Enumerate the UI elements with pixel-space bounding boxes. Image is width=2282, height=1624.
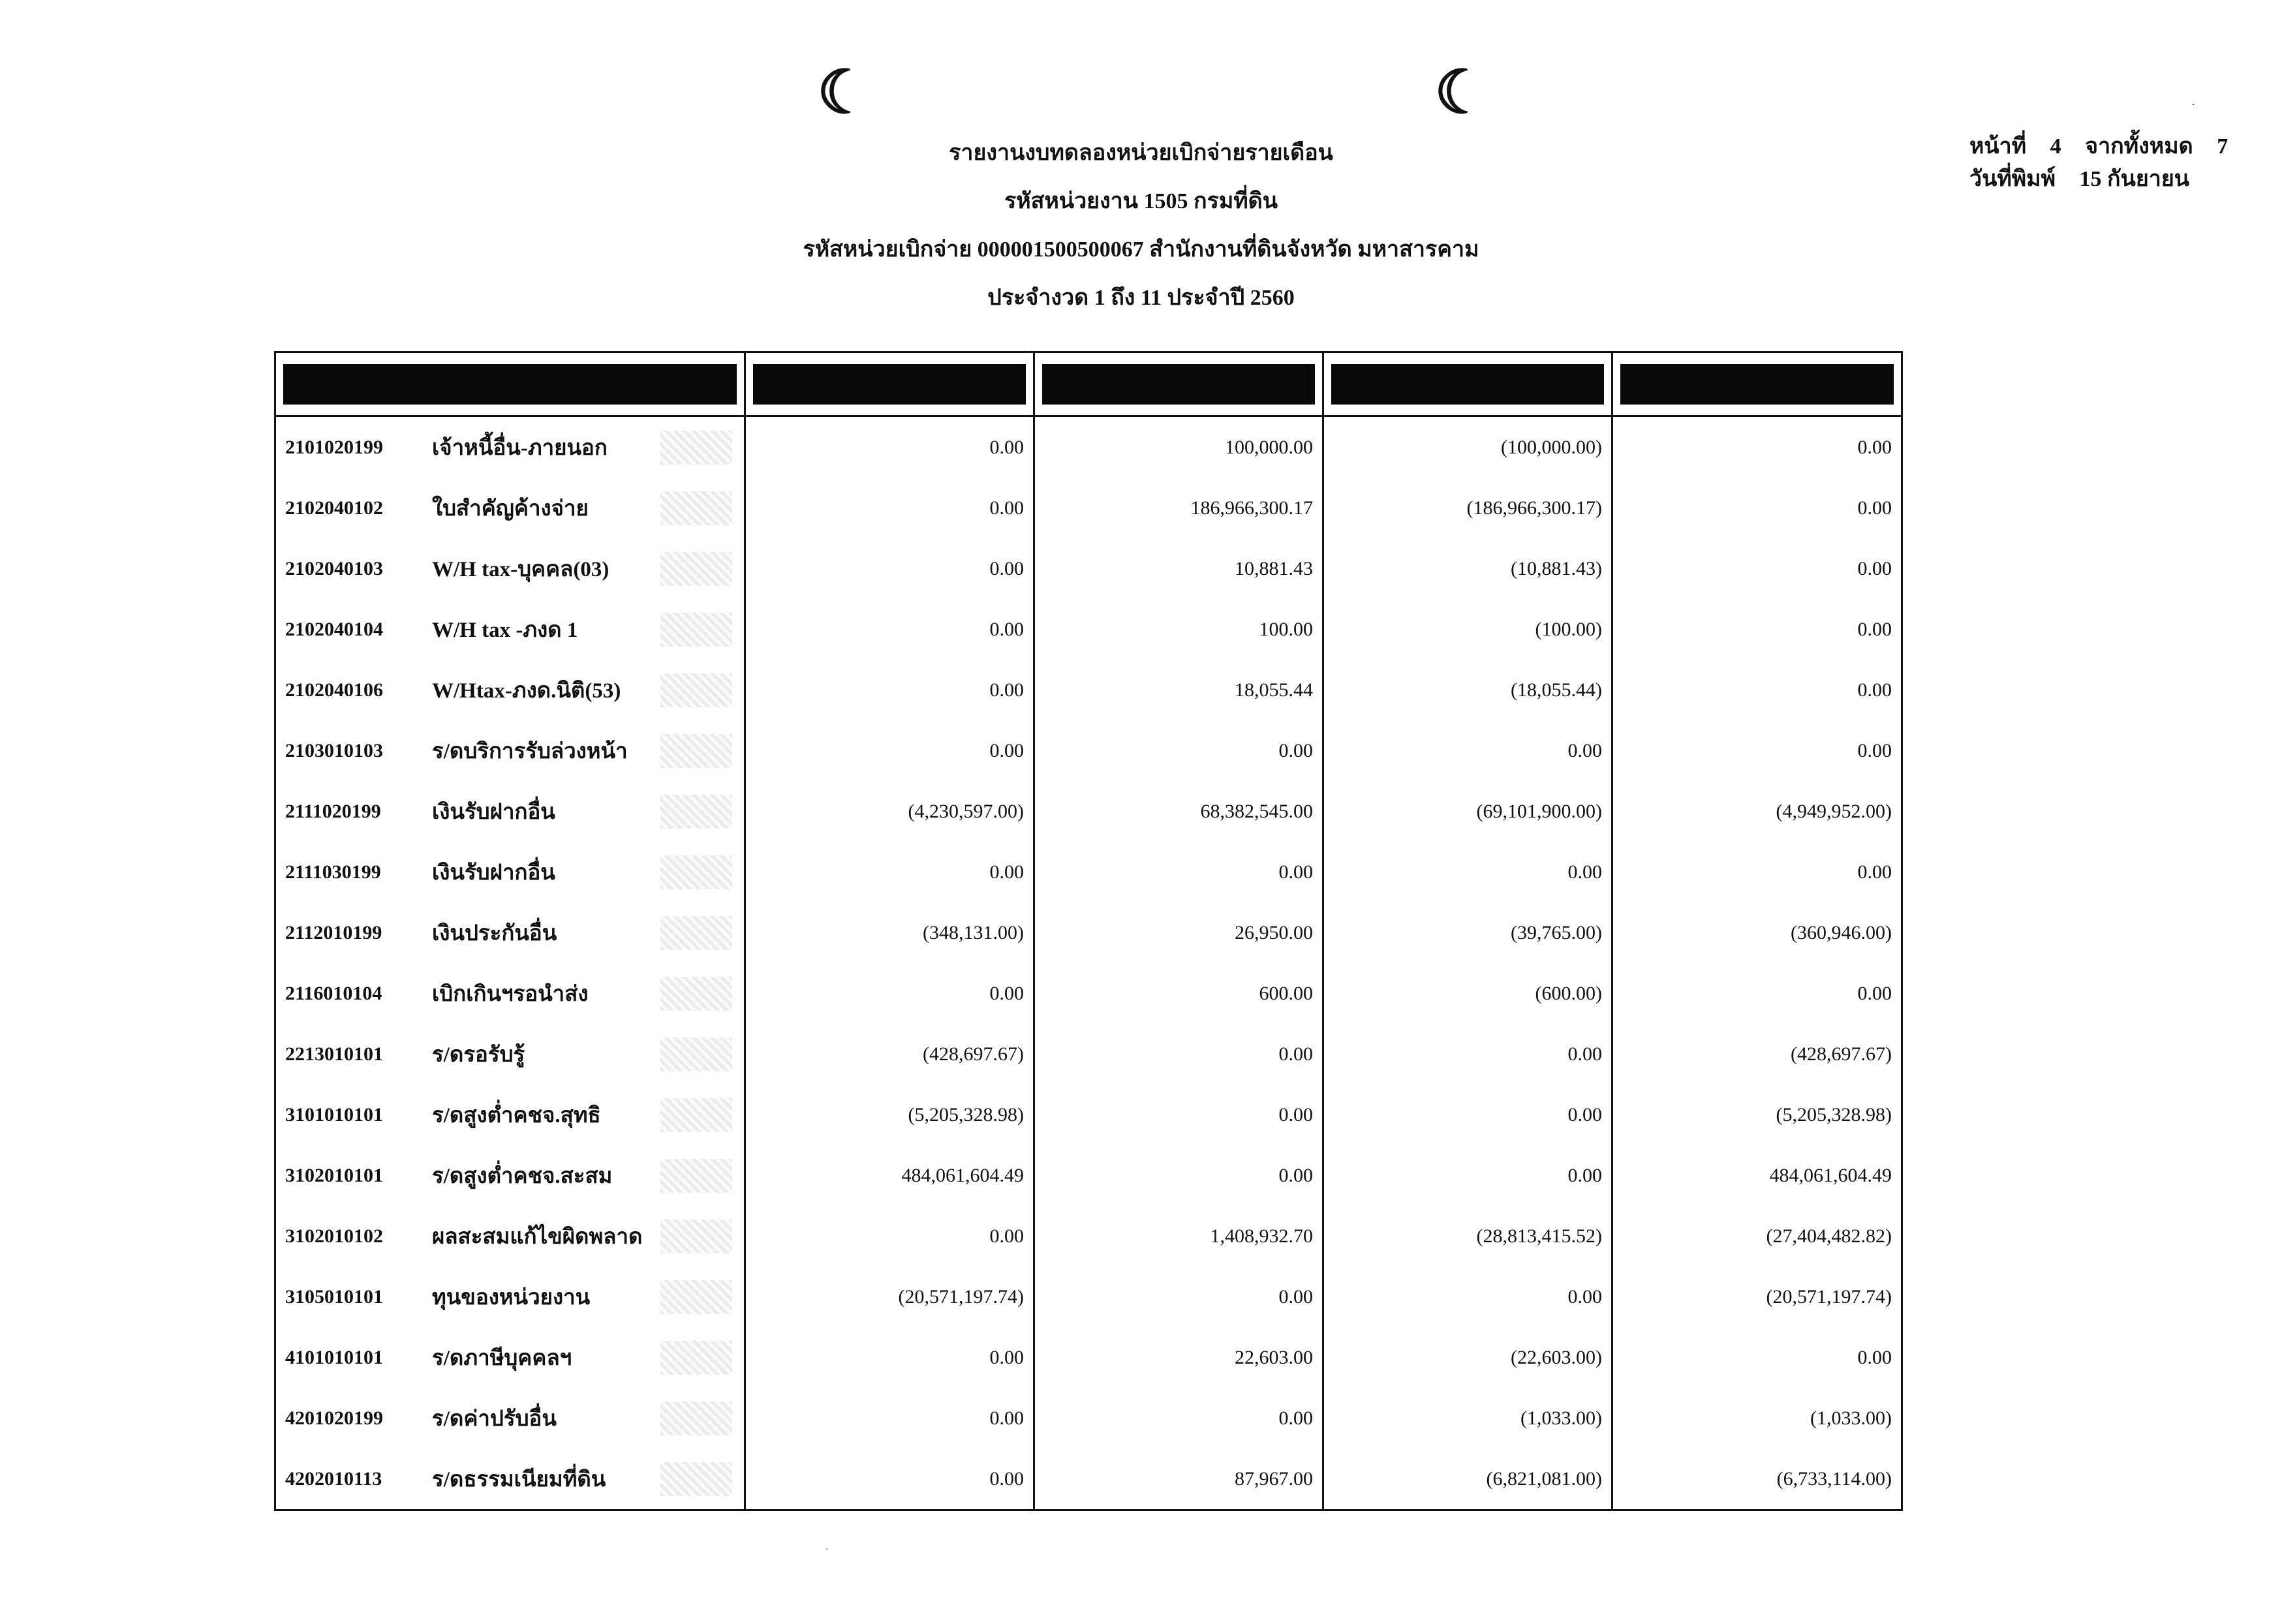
crescent-mark-right: ☾ <box>1434 59 1488 126</box>
account-cell <box>275 1084 745 1145</box>
redaction-bar <box>283 364 737 405</box>
amount-col-1: 0.00 <box>745 660 1034 720</box>
account-code: 2213010101 <box>285 1043 383 1065</box>
account-cell <box>275 1327 745 1388</box>
smudge-mark <box>660 552 732 586</box>
table-row <box>275 842 1902 902</box>
trial-balance-table <box>274 351 1903 1511</box>
account-code: 2112010199 <box>285 921 382 943</box>
account-cell <box>275 660 745 720</box>
table-row <box>275 1206 1902 1266</box>
table-row <box>275 416 1902 478</box>
amount-col-4: (360,946.00) <box>1612 902 1902 963</box>
scan-speck: · <box>2191 98 2195 111</box>
account-name: W/H tax-บุคคล(03) <box>432 558 609 581</box>
amount-col-4: (428,697.67) <box>1612 1024 1902 1084</box>
page-counter <box>1969 130 2228 163</box>
table-row <box>275 902 1902 963</box>
table-row <box>275 781 1902 842</box>
amount-col-3: (186,966,300.17) <box>1323 478 1612 538</box>
account-code: 3102010101 <box>285 1164 383 1186</box>
amount-col-1: (4,230,597.00) <box>745 781 1034 842</box>
amount-col-2: 600.00 <box>1034 963 1323 1024</box>
agency-line: รหัสหน่วยงาน 1505 กรมที่ดิน <box>1004 189 1278 213</box>
header-cell-3 <box>1323 352 1612 416</box>
smudge-mark <box>660 1341 732 1375</box>
period-line: ประจำงวด 1 ถึง 11 ประจำปี 2560 <box>987 286 1295 310</box>
amount-col-3: (600.00) <box>1323 963 1612 1024</box>
smudge-mark <box>660 491 732 525</box>
amount-col-3: 0.00 <box>1323 1266 1612 1327</box>
amount-col-1: 0.00 <box>745 1388 1034 1448</box>
amount-col-2: 0.00 <box>1034 1266 1323 1327</box>
account-name: ร/ดธรรมเนียมที่ดิน <box>432 1468 606 1492</box>
account-name: เจ้าหนี้อื่น-ภายนอก <box>432 437 608 460</box>
amount-col-1: 0.00 <box>745 1206 1034 1266</box>
smudge-mark <box>660 673 732 707</box>
account-code: 3102010102 <box>285 1225 383 1247</box>
table-body <box>275 416 1902 1510</box>
account-cell <box>275 963 745 1024</box>
amount-col-4: 484,061,604.49 <box>1612 1145 1902 1206</box>
account-cell <box>275 781 745 842</box>
scan-speck: · <box>825 1542 829 1555</box>
account-cell <box>275 599 745 660</box>
print-date <box>1969 163 2228 196</box>
amount-col-1: 0.00 <box>745 416 1034 478</box>
amount-col-1: (428,697.67) <box>745 1024 1034 1084</box>
smudge-mark <box>660 795 732 829</box>
amount-col-3: (1,033.00) <box>1323 1388 1612 1448</box>
smudge-mark <box>660 1159 732 1193</box>
account-cell <box>275 538 745 599</box>
redaction-bar <box>1042 364 1315 405</box>
smudge-mark <box>660 855 732 889</box>
header-cell-1 <box>745 352 1034 416</box>
account-cell <box>275 842 745 902</box>
amount-col-3: (100.00) <box>1323 599 1612 660</box>
redaction-bar <box>753 364 1026 405</box>
table-row <box>275 538 1902 599</box>
account-name: เงินรับฝากอื่น <box>432 801 555 824</box>
redaction-bar <box>1331 364 1604 405</box>
amount-col-3: 0.00 <box>1323 720 1612 781</box>
amount-col-4: (6,733,114.00) <box>1612 1448 1902 1510</box>
smudge-mark <box>660 613 732 647</box>
amount-col-2: 87,967.00 <box>1034 1448 1323 1510</box>
account-name: ทุนของหน่วยงาน <box>432 1286 591 1310</box>
account-code: 2102040102 <box>285 497 383 519</box>
amount-col-2: 100.00 <box>1034 599 1323 660</box>
amount-col-1: 0.00 <box>745 720 1034 781</box>
page-label: หน้าที่ <box>1969 134 2027 159</box>
table-row <box>275 1024 1902 1084</box>
account-name: W/Htax-ภงด.นิติ(53) <box>432 679 621 703</box>
amount-col-3: (6,821,081.00) <box>1323 1448 1612 1510</box>
total-label: จากทั้งหมด <box>2085 134 2193 159</box>
table-row <box>275 1388 1902 1448</box>
table-row <box>275 1448 1902 1510</box>
amount-col-1: 0.00 <box>745 538 1034 599</box>
account-name: เงินรับฝากอื่น <box>432 861 555 885</box>
header-cell-account <box>275 352 745 416</box>
amount-col-4: 0.00 <box>1612 416 1902 478</box>
amount-col-2: 100,000.00 <box>1034 416 1323 478</box>
amount-col-2: 0.00 <box>1034 1084 1323 1145</box>
account-name: ร/ดภาษีบุคคลฯ <box>432 1347 572 1370</box>
account-code: 2102040106 <box>285 679 383 701</box>
amount-col-4: (27,404,482.82) <box>1612 1206 1902 1266</box>
amount-col-3: 0.00 <box>1323 1024 1612 1084</box>
smudge-mark <box>660 1037 732 1071</box>
account-name: ร/ดรอรับรู้ <box>432 1043 525 1067</box>
account-code: 4202010113 <box>285 1467 382 1490</box>
table-row <box>275 599 1902 660</box>
header-cell-2 <box>1034 352 1323 416</box>
amount-col-4: 0.00 <box>1612 538 1902 599</box>
disbursement-unit-line: รหัสหน่วยเบิกจ่าย 000001500500067 สำนักงานที่ดินจังหวัด มหาสารคาม <box>803 237 1479 262</box>
smudge-mark <box>660 1462 732 1496</box>
smudge-mark <box>660 1402 732 1435</box>
account-code: 3105010101 <box>285 1285 383 1308</box>
page-info <box>1969 130 2228 196</box>
account-code: 4201020199 <box>285 1407 383 1429</box>
amount-col-3: 0.00 <box>1323 1084 1612 1145</box>
account-code: 2111030199 <box>285 861 381 883</box>
amount-col-1: 0.00 <box>745 963 1034 1024</box>
account-name: ร/ดสูงต่ำคชจ.สุทธิ <box>432 1104 601 1127</box>
table-row <box>275 478 1902 538</box>
smudge-mark <box>660 916 732 950</box>
header-cell-4 <box>1612 352 1902 416</box>
amount-col-1: 0.00 <box>745 478 1034 538</box>
account-name: ร/ดค่าปรับอื่น <box>432 1407 557 1431</box>
amount-col-3: (39,765.00) <box>1323 902 1612 963</box>
amount-col-3: (22,603.00) <box>1323 1327 1612 1388</box>
account-cell <box>275 720 745 781</box>
account-cell <box>275 1145 745 1206</box>
amount-col-4: (5,205,328.98) <box>1612 1084 1902 1145</box>
amount-col-1: 484,061,604.49 <box>745 1145 1034 1206</box>
table-row <box>275 1266 1902 1327</box>
page-number: 4 <box>2050 134 2061 159</box>
account-name: W/H tax -ภงด 1 <box>432 619 578 642</box>
amount-col-3: (18,055.44) <box>1323 660 1612 720</box>
amount-col-2: 1,408,932.70 <box>1034 1206 1323 1266</box>
account-code: 4101010101 <box>285 1346 383 1368</box>
smudge-mark <box>660 1280 732 1314</box>
amount-col-4: 0.00 <box>1612 963 1902 1024</box>
amount-col-1: (5,205,328.98) <box>745 1084 1034 1145</box>
account-code: 2101020199 <box>285 436 383 458</box>
print-date-value: 15 กันยายน <box>2079 167 2189 191</box>
amount-col-1: (348,131.00) <box>745 902 1034 963</box>
amount-col-4: (1,033.00) <box>1612 1388 1902 1448</box>
amount-col-2: 0.00 <box>1034 1145 1323 1206</box>
amount-col-2: 26,950.00 <box>1034 902 1323 963</box>
smudge-mark <box>660 734 732 768</box>
amount-col-4: (20,571,197.74) <box>1612 1266 1902 1327</box>
amount-col-2: 186,966,300.17 <box>1034 478 1323 538</box>
account-name: ใบสำคัญค้างจ่าย <box>432 497 589 521</box>
redaction-bar <box>1620 364 1894 405</box>
account-code: 2103010103 <box>285 739 383 761</box>
print-date-label: วันที่พิมพ์ <box>1969 167 2056 191</box>
amount-col-3: (69,101,900.00) <box>1323 781 1612 842</box>
amount-col-1: 0.00 <box>745 842 1034 902</box>
amount-col-1: 0.00 <box>745 1448 1034 1510</box>
amount-col-2: 68,382,545.00 <box>1034 781 1323 842</box>
account-cell <box>275 902 745 963</box>
amount-col-4: 0.00 <box>1612 720 1902 781</box>
table-row <box>275 660 1902 720</box>
amount-col-3: 0.00 <box>1323 1145 1612 1206</box>
report-header <box>0 129 2282 322</box>
account-cell <box>275 1206 745 1266</box>
redacted-header-row <box>275 352 1902 416</box>
amount-col-4: (4,949,952.00) <box>1612 781 1902 842</box>
table-row <box>275 1145 1902 1206</box>
smudge-mark <box>660 977 732 1011</box>
amount-col-2: 0.00 <box>1034 1024 1323 1084</box>
amount-col-4: 0.00 <box>1612 1327 1902 1388</box>
report-title: รายงานงบทดลองหน่วยเบิกจ่ายรายเดือน <box>949 141 1333 165</box>
amount-col-4: 0.00 <box>1612 660 1902 720</box>
crescent-mark-left: ☾ <box>817 59 871 126</box>
amount-col-3: (10,881.43) <box>1323 538 1612 599</box>
amount-col-3: (100,000.00) <box>1323 416 1612 478</box>
account-cell <box>275 1024 745 1084</box>
table-row <box>275 963 1902 1024</box>
amount-col-4: 0.00 <box>1612 478 1902 538</box>
smudge-mark <box>660 431 732 465</box>
table-row <box>275 720 1902 781</box>
smudge-mark <box>660 1098 732 1132</box>
account-cell <box>275 1266 745 1327</box>
amount-col-2: 18,055.44 <box>1034 660 1323 720</box>
amount-col-4: 0.00 <box>1612 842 1902 902</box>
amount-col-1: 0.00 <box>745 599 1034 660</box>
account-name: ผลสะสมแก้ไขผิดพลาด <box>432 1225 643 1249</box>
account-code: 3101010101 <box>285 1103 383 1126</box>
table-row <box>275 1327 1902 1388</box>
account-name: เงินประกันอื่น <box>432 922 557 945</box>
account-cell <box>275 478 745 538</box>
account-cell <box>275 1388 745 1448</box>
account-cell <box>275 1448 745 1510</box>
amount-col-3: 0.00 <box>1323 842 1612 902</box>
account-code: 2116010104 <box>285 982 382 1004</box>
amount-col-2: 0.00 <box>1034 1388 1323 1448</box>
amount-col-1: (20,571,197.74) <box>745 1266 1034 1327</box>
account-code: 2102040104 <box>285 618 383 640</box>
amount-col-2: 0.00 <box>1034 842 1323 902</box>
total-pages: 7 <box>2217 134 2228 159</box>
account-code: 2111020199 <box>285 800 381 822</box>
smudge-mark <box>660 1219 732 1253</box>
table-row <box>275 1084 1902 1145</box>
account-code: 2102040103 <box>285 557 383 579</box>
amount-col-3: (28,813,415.52) <box>1323 1206 1612 1266</box>
amount-col-1: 0.00 <box>745 1327 1034 1388</box>
amount-col-4: 0.00 <box>1612 599 1902 660</box>
amount-col-2: 0.00 <box>1034 720 1323 781</box>
amount-col-2: 10,881.43 <box>1034 538 1323 599</box>
amount-col-2: 22,603.00 <box>1034 1327 1323 1388</box>
account-name: ร/ดสูงต่ำคชจ.สะสม <box>432 1165 613 1188</box>
account-name: เบิกเกินฯรอนำส่ง <box>432 983 589 1006</box>
account-cell <box>275 416 745 478</box>
account-name: ร/ดบริการรับล่วงหน้า <box>432 740 628 763</box>
